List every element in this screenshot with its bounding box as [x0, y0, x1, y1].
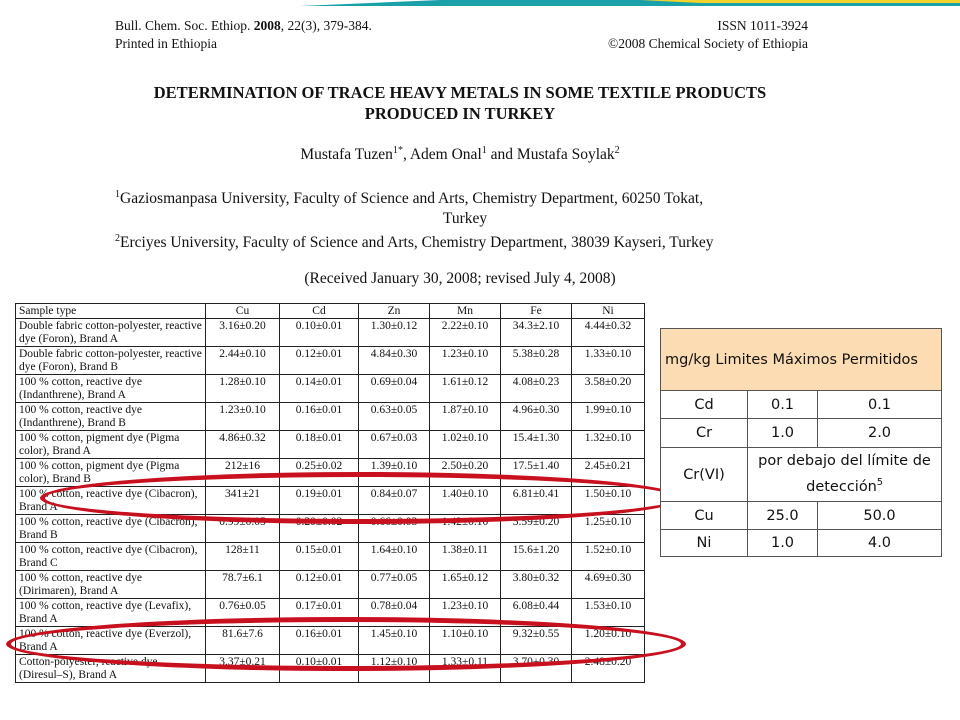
cell-fe: 5.38±0.28	[501, 347, 572, 375]
limits-value-b: 4.0	[818, 530, 942, 557]
limits-element: Cr	[661, 419, 748, 448]
cell-ni: 3.58±0.20	[572, 375, 645, 403]
cell-cu: 78.7±6.1	[206, 571, 280, 599]
cell-fe: 3.70±0.30	[501, 655, 572, 683]
cell-mn: 1.02±0.10	[430, 431, 501, 459]
limits-merged-sup: 5	[876, 477, 883, 489]
table-row	[16, 599, 645, 627]
cell-zn: 0.84±0.07	[359, 487, 430, 515]
limits-value-b: 0.1	[818, 391, 942, 419]
journal-header	[115, 17, 372, 53]
table-row	[16, 627, 645, 655]
cell-sample-type: Cotton-polyester, reactive dye (Diresul–S), Brand A	[16, 655, 206, 683]
limits-element: Ni	[661, 530, 748, 557]
cell-cd: 0.25±0.02	[280, 459, 359, 487]
journal-year: 2008	[253, 18, 281, 33]
table-row	[16, 655, 645, 683]
cell-sample-type: 100 % cotton, reactive dye (Cibacron), Brand C	[16, 543, 206, 571]
limits-row	[661, 530, 942, 557]
cell-cu: 2.44±0.10	[206, 347, 280, 375]
cell-sample-type: 100 % cotton, pigment dye (Pigma color), Brand B	[16, 459, 206, 487]
author-1-sup: 1*	[392, 145, 403, 156]
cell-mn: 2.22±0.10	[430, 319, 501, 347]
cell-mn: 1.65±0.12	[430, 571, 501, 599]
limits-element: Cd	[661, 391, 748, 419]
cell-cu: 212±16	[206, 459, 280, 487]
paper-title	[0, 82, 920, 124]
table-row	[16, 403, 645, 431]
limits-header: mg/kg Limites Máximos Permitidos	[661, 329, 942, 391]
cell-zn: 1.30±0.12	[359, 319, 430, 347]
cell-ni: 2.45±0.21	[572, 459, 645, 487]
cell-ni: 1.50±0.10	[572, 487, 645, 515]
cell-sample-type: 100 % cotton, pigment dye (Pigma color), Brand A	[16, 431, 206, 459]
cell-fe: 34.3±2.10	[501, 319, 572, 347]
table-row	[16, 347, 645, 375]
copyright: ©2008 Chemical Society of Ethiopia	[608, 36, 808, 51]
affiliation-2-text: Erciyes University, Faculty of Science and Arts, Chemistry Department, 38039 Kayseri, Turkey	[120, 234, 714, 252]
cell-ni: 1.25±0.10	[572, 515, 645, 543]
cell-fe: 17.5±1.40	[501, 459, 572, 487]
cell-zn: 0.67±0.03	[359, 431, 430, 459]
cell-cd: 0.20±0.02	[280, 515, 359, 543]
table-row	[16, 375, 645, 403]
cell-zn: 0.77±0.05	[359, 571, 430, 599]
cell-cd: 0.12±0.01	[280, 571, 359, 599]
author-2: , Adem Onal	[402, 146, 482, 164]
author-1: Mustafa Tuzen	[300, 146, 393, 164]
cell-zn: 0.69±0.04	[359, 375, 430, 403]
cell-mn: 1.42±0.10	[430, 515, 501, 543]
cell-cu: 1.28±0.10	[206, 375, 280, 403]
cell-ni: 1.20±0.10	[572, 627, 645, 655]
issn: ISSN 1011-3924	[717, 18, 808, 33]
cell-cu: 0.99±0.05	[206, 515, 280, 543]
cell-ni: 1.53±0.10	[572, 599, 645, 627]
table-row	[16, 543, 645, 571]
cell-fe: 9.32±0.55	[501, 627, 572, 655]
cell-cd: 0.16±0.01	[280, 403, 359, 431]
journal-name: Bull. Chem. Soc. Ethiop.	[115, 18, 251, 33]
cell-mn: 1.23±0.10	[430, 347, 501, 375]
cell-zn: 1.39±0.10	[359, 459, 430, 487]
cell-mn: 1.23±0.10	[430, 599, 501, 627]
cell-mn: 1.87±0.10	[430, 403, 501, 431]
cell-fe: 15.6±1.20	[501, 543, 572, 571]
col-header-fe: Fe	[501, 304, 572, 319]
cell-sample-type: 100 % cotton, reactive dye (Indanthrene), Brand B	[16, 403, 206, 431]
cell-cd: 0.14±0.01	[280, 375, 359, 403]
received-dates: (Received January 30, 2008; revised July 4, 2008)	[304, 270, 616, 287]
cell-mn: 1.10±0.10	[430, 627, 501, 655]
cell-ni: 1.99±0.10	[572, 403, 645, 431]
cell-ni: 1.33±0.10	[572, 347, 645, 375]
col-header-sample-type: Sample type	[16, 304, 206, 319]
cell-cu: 1.23±0.10	[206, 403, 280, 431]
cell-sample-type: 100 % cotton, reactive dye (Indanthrene), Brand A	[16, 375, 206, 403]
cell-fe: 3.80±0.32	[501, 571, 572, 599]
cell-cu: 0.76±0.05	[206, 599, 280, 627]
cell-sample-type: 100 % cotton, reactive dye (Cibacron), Brand B	[16, 515, 206, 543]
cell-ni: 1.52±0.10	[572, 543, 645, 571]
cell-zn: 0.66±0.03	[359, 515, 430, 543]
cell-cu: 128±11	[206, 543, 280, 571]
limits-merged-text: por debajo del límite de detección	[758, 453, 931, 495]
table-row	[16, 431, 645, 459]
top-decorative-bar	[0, 0, 960, 6]
cell-mn: 1.33±0.11	[430, 655, 501, 683]
cell-cd: 0.15±0.01	[280, 543, 359, 571]
cell-mn: 1.61±0.12	[430, 375, 501, 403]
table-body	[16, 319, 645, 683]
cell-zn: 1.64±0.10	[359, 543, 430, 571]
table-row	[16, 515, 645, 543]
title-line-2: PRODUCED IN TURKEY	[364, 104, 556, 123]
limits-value-b: 50.0	[818, 502, 942, 530]
cell-ni: 1.32±0.10	[572, 431, 645, 459]
limits-row	[661, 502, 942, 530]
affiliation-2-sup: 2	[115, 233, 121, 245]
table-header-row	[16, 304, 645, 319]
cell-zn: 0.78±0.04	[359, 599, 430, 627]
limits-value-a: 25.0	[748, 502, 818, 530]
cell-cd: 0.18±0.01	[280, 431, 359, 459]
col-header-zn: Zn	[359, 304, 430, 319]
affiliation-1-country: Turkey	[442, 210, 488, 228]
cell-zn: 1.45±0.10	[359, 627, 430, 655]
affiliation-1	[115, 185, 815, 209]
limits-table	[660, 328, 942, 557]
cell-fe: 4.96±0.30	[501, 403, 572, 431]
cell-sample-type: Double fabric cotton-polyester, reactive dye (Foron), Brand A	[16, 319, 206, 347]
cell-cd: 0.19±0.01	[280, 487, 359, 515]
cell-fe: 5.59±0.20	[501, 515, 572, 543]
metal-concentration-table	[15, 303, 645, 683]
cell-ni: 2.48±0.20	[572, 655, 645, 683]
cell-sample-type: 100 % cotton, reactive dye (Cibacron), Brand A	[16, 487, 206, 515]
journal-pages: , 22(3), 379-384.	[280, 18, 372, 33]
cell-zn: 0.63±0.05	[359, 403, 430, 431]
author-list	[0, 145, 920, 164]
cell-cu: 341±21	[206, 487, 280, 515]
cell-cu: 4.86±0.32	[206, 431, 280, 459]
cell-cd: 0.17±0.01	[280, 599, 359, 627]
table-row	[16, 319, 645, 347]
col-header-mn: Mn	[430, 304, 501, 319]
printed-in: Printed in Ethiopia	[115, 36, 217, 51]
limits-row	[661, 448, 942, 502]
title-line-1: DETERMINATION OF TRACE HEAVY METALS IN SOME TEXTILE PRODUCTS	[153, 83, 767, 102]
limits-row	[661, 391, 942, 419]
cell-ni: 4.44±0.32	[572, 319, 645, 347]
limits-value-a: 1.0	[748, 419, 818, 448]
author-3: and Mustafa Soylak	[486, 146, 615, 164]
author-2-sup: 1	[481, 145, 487, 156]
col-header-cu: Cu	[206, 304, 280, 319]
affiliation-1-text: Gaziosmanpasa University, Faculty of Science and Arts, Chemistry Department, 60250 Tokat,	[120, 190, 704, 208]
cell-fe: 6.08±0.44	[501, 599, 572, 627]
limits-element: Cu	[661, 502, 748, 530]
col-header-cd: Cd	[280, 304, 359, 319]
table-row	[16, 571, 645, 599]
cell-mn: 1.40±0.10	[430, 487, 501, 515]
limits-header-row	[661, 329, 942, 391]
cell-sample-type: 100 % cotton, reactive dye (Levafix), Brand A	[16, 599, 206, 627]
cell-zn: 4.84±0.30	[359, 347, 430, 375]
cell-fe: 6.81±0.41	[501, 487, 572, 515]
limits-row	[661, 419, 942, 448]
affiliation-1-sup: 1	[115, 189, 121, 200]
cell-cu: 3.16±0.20	[206, 319, 280, 347]
cell-cd: 0.12±0.01	[280, 347, 359, 375]
cell-sample-type: Double fabric cotton-polyester, reactive dye (Foron), Brand B	[16, 347, 206, 375]
cell-fe: 15.4±1.30	[501, 431, 572, 459]
issn-header	[608, 17, 808, 53]
limits-merged-value	[748, 448, 942, 502]
author-3-sup: 2	[614, 145, 620, 156]
table-row	[16, 487, 645, 515]
cell-cu: 3.37±0.21	[206, 655, 280, 683]
limits-element: Cr(VI)	[661, 448, 748, 502]
cell-cd: 0.16±0.01	[280, 627, 359, 655]
affiliations	[115, 185, 815, 253]
cell-zn: 1.12±0.10	[359, 655, 430, 683]
table-row	[16, 459, 645, 487]
cell-sample-type: 100 % cotton, reactive dye (Everzol), Brand A	[16, 627, 206, 655]
col-header-ni: Ni	[572, 304, 645, 319]
limits-value-b: 2.0	[818, 419, 942, 448]
limits-value-a: 1.0	[748, 530, 818, 557]
limits-value-a: 0.1	[748, 391, 818, 419]
cell-cu: 81.6±7.6	[206, 627, 280, 655]
cell-mn: 2.50±0.20	[430, 459, 501, 487]
cell-cd: 0.10±0.01	[280, 655, 359, 683]
affiliation-2	[115, 229, 815, 253]
cell-sample-type: 100 % cotton, reactive dye (Dirimaren), Brand A	[16, 571, 206, 599]
cell-cd: 0.10±0.01	[280, 319, 359, 347]
cell-ni: 4.69±0.30	[572, 571, 645, 599]
cell-fe: 4.08±0.23	[501, 375, 572, 403]
cell-mn: 1.38±0.11	[430, 543, 501, 571]
